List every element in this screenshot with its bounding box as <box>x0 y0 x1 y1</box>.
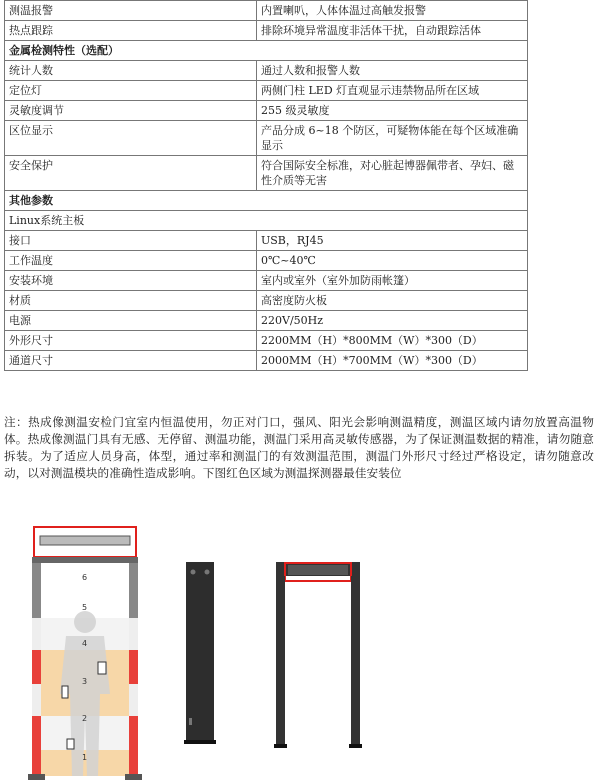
phone-item-icon <box>98 662 106 674</box>
key-item-icon <box>67 739 74 749</box>
front-left-post <box>276 576 285 746</box>
spec-value: 两侧门柱 LED 灯直观显示违禁物品所在区域 <box>257 81 528 101</box>
right-post <box>129 563 138 776</box>
spec-key: 热点跟踪 <box>5 21 257 41</box>
spec-row <box>5 81 528 101</box>
spec-row <box>5 41 528 61</box>
side-panel <box>186 562 214 742</box>
gate-side-view-figure <box>180 560 220 746</box>
spec-key: 电源 <box>5 311 257 331</box>
front-right-post <box>351 576 360 746</box>
zone-label-4: 4 <box>82 639 88 648</box>
spec-row <box>5 211 528 231</box>
spec-value: USB，RJ45 <box>257 231 528 251</box>
side-port <box>189 718 192 725</box>
spec-value: 0℃~40℃ <box>257 251 528 271</box>
front-right-foot <box>349 744 362 748</box>
front-sensor <box>288 565 348 575</box>
spec-key: 统计人数 <box>5 61 257 81</box>
right-foot <box>125 774 142 780</box>
spec-row <box>5 251 528 271</box>
spec-key: 灵敏度调节 <box>5 101 257 121</box>
spec-row <box>5 271 528 291</box>
spec-key: 工作温度 <box>5 251 257 271</box>
gate-front-view-figure <box>268 560 368 750</box>
spec-value: 排除环境异常温度非活体干扰，自动跟踪活体 <box>257 21 528 41</box>
spec-row <box>5 231 528 251</box>
spec-value: 内置喇叭，人体体温过高触发报警 <box>257 1 528 21</box>
zone-label-3: 3 <box>82 677 88 686</box>
spec-row <box>5 331 528 351</box>
spec-key: 材质 <box>5 291 257 311</box>
spec-key: 通道尺寸 <box>5 351 257 371</box>
spec-row <box>5 291 528 311</box>
spec-value: 室内或室外（室外加防雨帐篷） <box>257 271 528 291</box>
left-foot <box>28 774 45 780</box>
spec-table <box>4 0 528 371</box>
side-light-left <box>191 570 196 575</box>
spec-row <box>5 351 528 371</box>
spec-row <box>5 21 528 41</box>
zone-label-5: 5 <box>82 603 88 612</box>
spec-row <box>5 1 528 21</box>
side-base <box>184 740 216 744</box>
spec-table-body <box>5 1 528 371</box>
spec-key: 安装环境 <box>5 271 257 291</box>
spec-key: 定位灯 <box>5 81 257 101</box>
spec-value: 255 级灵敏度 <box>257 101 528 121</box>
spec-row <box>5 191 528 211</box>
section-header: 其他参数 <box>5 191 528 211</box>
section-header: 金属检测特性（选配） <box>5 41 528 61</box>
spec-row <box>5 156 528 191</box>
zone-label-6: 6 <box>82 573 88 582</box>
spec-row <box>5 311 528 331</box>
spec-row <box>5 61 528 81</box>
spec-value: 通过人数和报警人数 <box>257 61 528 81</box>
spec-row <box>5 101 528 121</box>
spec-value: 2000MM（H）*700MM（W）*300（D） <box>257 351 528 371</box>
installation-note: 注：热成像测温安检门宜室内恒温使用，勿正对门口，强风、阳光会影响测温精度，测温区域内请勿放置高温物体。热成像测温门具有无感、无停留、测温功能，测温门采用高灵敏传感器，为了保证测温数据的精准，请勿随意拆装。为了适应人员身高，体型，通过率和测温门的有效测温范围，测温门外形尺寸经过严格设定，请勿随意改动，以对测温模块的准确性造成影响。下图红色区域为测温探测器最佳安装位 <box>4 415 594 480</box>
spec-key: 区位显示 <box>5 121 257 156</box>
spec-value: 高密度防火板 <box>257 291 528 311</box>
knife-item-icon <box>62 686 68 698</box>
spec-key: 安全保护 <box>5 156 257 191</box>
zone-gate-figure <box>20 524 150 782</box>
spec-full-row: Linux系统主板 <box>5 211 528 231</box>
front-left-foot <box>274 744 287 748</box>
left-post <box>32 563 41 776</box>
spec-value: 2200MM（H）*800MM（W）*300（D） <box>257 331 528 351</box>
top-sensor-bar <box>40 536 130 545</box>
spec-value: 220V/50Hz <box>257 311 528 331</box>
spec-value: 产品分成 6~18 个防区，可疑物体能在每个区域准确显示 <box>257 121 528 156</box>
side-light-right <box>205 570 210 575</box>
zone-label-1: 1 <box>82 753 88 762</box>
zone-label-2: 2 <box>82 714 88 723</box>
spec-key: 接口 <box>5 231 257 251</box>
top-beam <box>32 557 138 563</box>
spec-key: 测温报警 <box>5 1 257 21</box>
spec-row <box>5 121 528 156</box>
spec-key: 外形尺寸 <box>5 331 257 351</box>
spec-value: 符合国际安全标准，对心脏起博器佩带者、孕妇、磁性介质等无害 <box>257 156 528 191</box>
